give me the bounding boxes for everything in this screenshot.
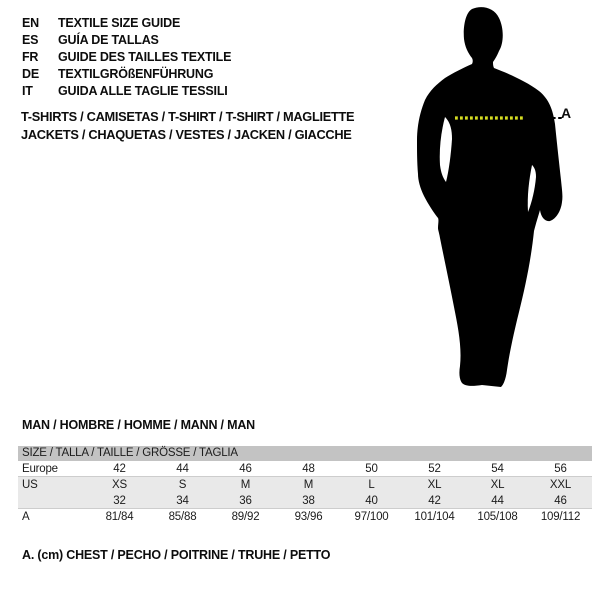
table-row	[18, 461, 592, 477]
size-cell: 32	[113, 494, 126, 507]
language-code: EN	[22, 16, 39, 30]
size-cell: 85/88	[168, 511, 197, 523]
size-cell: 38	[302, 494, 315, 507]
size-cell: 50	[365, 462, 378, 475]
language-row	[22, 83, 231, 100]
size-cell: 42	[113, 462, 126, 475]
size-cell: 40	[365, 494, 378, 507]
table-row	[18, 509, 592, 525]
category-line-tshirts: T-SHIRTS / CAMISETAS / T-SHIRT / T-SHIRT / MAGLIETTE	[21, 109, 355, 124]
guide-title: GUÍA DE TALLAS	[58, 33, 159, 47]
size-cell: XS	[112, 479, 127, 491]
garment-categories	[21, 108, 354, 143]
size-cell: 93/96	[294, 511, 323, 523]
size-cell: S	[178, 479, 187, 491]
row-label: Europe	[22, 462, 58, 475]
guide-title: TEXTILGRÖßENFÜHRUNG	[58, 67, 214, 81]
size-cell: XL	[490, 479, 505, 491]
guide-title: TEXTILE SIZE GUIDE	[58, 16, 181, 30]
section-title-man: MAN / HOMBRE / HOMME / MANN / MAN	[22, 418, 255, 432]
size-cell: 89/92	[231, 511, 260, 523]
size-cell: 46	[239, 462, 252, 475]
size-cell: 109/112	[540, 511, 581, 523]
size-cell: 44	[491, 494, 504, 507]
language-code: ES	[22, 33, 39, 47]
measure-label-a: A	[561, 105, 572, 121]
language-code: DE	[22, 67, 39, 81]
size-cell: 54	[491, 462, 504, 475]
language-row	[22, 15, 231, 32]
size-cell: 52	[428, 462, 441, 475]
row-label: A	[22, 511, 30, 523]
size-cell: 48	[302, 462, 315, 475]
size-cell: 56	[554, 462, 567, 475]
size-cell: XL	[427, 479, 442, 491]
size-table-header: SIZE / TALLA / TAILLE / GRÖSSE / TAGLIA	[18, 446, 592, 461]
size-cell: 42	[428, 494, 441, 507]
guide-title: GUIDE DES TAILLES TEXTILE	[58, 50, 232, 64]
silhouette-shape	[417, 7, 562, 387]
man-silhouette	[400, 0, 600, 400]
guide-title: GUIDA ALLE TAGLIE TESSILI	[58, 84, 228, 98]
language-code: IT	[22, 84, 33, 98]
row-label: US	[22, 479, 38, 491]
size-cell: 81/84	[105, 511, 134, 523]
size-cell: 36	[239, 494, 252, 507]
size-table	[18, 446, 592, 525]
language-row	[22, 32, 231, 49]
size-cell: M	[240, 479, 251, 491]
measurement-footnote: A. (cm) CHEST / PECHO / POITRINE / TRUHE / PETTO	[22, 548, 331, 562]
size-cell: M	[303, 479, 314, 491]
size-cell: XXL	[549, 479, 572, 491]
man-silhouette-figure	[400, 0, 600, 400]
size-cell: L	[368, 479, 375, 491]
table-row	[18, 477, 592, 493]
table-row	[18, 493, 592, 509]
size-cell: 101/104	[414, 511, 455, 523]
category-line-jackets: JACKETS / CHAQUETAS / VESTES / JACKEN / GIACCHE	[21, 126, 352, 142]
language-code: FR	[22, 50, 39, 64]
size-cell: 46	[554, 494, 567, 507]
size-cell: 105/108	[477, 511, 518, 523]
language-row	[22, 49, 231, 66]
size-cell: 44	[176, 462, 189, 475]
size-cell: 97/100	[354, 511, 389, 523]
language-row	[22, 66, 231, 83]
size-table-body	[18, 461, 592, 525]
size-cell: 34	[176, 494, 189, 507]
language-guide-list	[22, 15, 231, 100]
